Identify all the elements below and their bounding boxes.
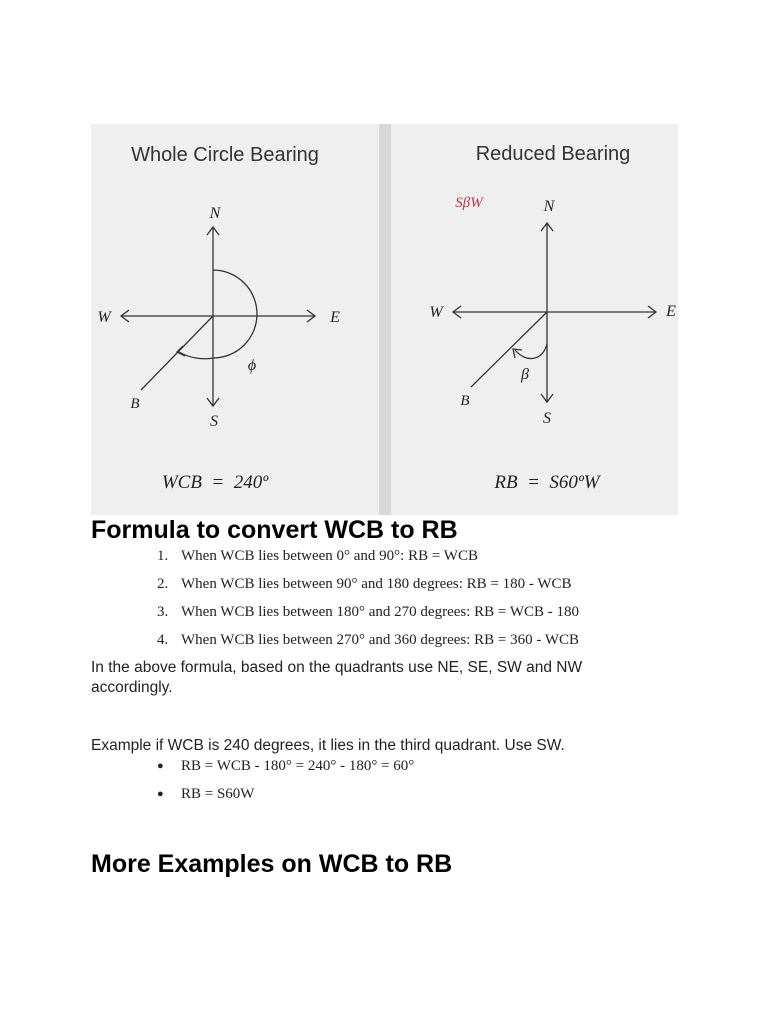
wcb-equation: WCB = 240º <box>161 472 269 493</box>
bearing-diagram <box>91 124 678 515</box>
list-item <box>157 630 579 658</box>
list-text: When WCB lies between 270° and 360 degrees: RB = 360 - WCB <box>181 632 580 648</box>
bullet-icon: ● <box>157 760 164 772</box>
wcb-label-e: E <box>330 309 340 326</box>
quadrants-paragraph: In the above formula, based on the quadrants use NE, SE, SW and NW accordingly. <box>91 659 583 696</box>
panel-divider <box>379 124 391 515</box>
list-number: 2. <box>157 576 169 592</box>
wcb-title: Whole Circle Bearing <box>131 144 319 166</box>
example-paragraph: Example if WCB is 240 degrees, it lies in the third quadrant. Use SW. <box>91 737 565 754</box>
rb-equation: RB = S60ºW <box>494 472 600 493</box>
rb-title: Reduced Bearing <box>475 143 631 165</box>
list-item <box>157 546 579 574</box>
list-text: RB = S60W <box>181 786 255 802</box>
list-item <box>157 602 579 630</box>
more-examples-heading: More Examples on WCB to RB <box>91 850 453 878</box>
rb-label-n: N <box>543 198 555 215</box>
rb-quadrant-note: SβW <box>455 195 483 211</box>
list-text: When WCB lies between 0° and 90°: RB = WCB <box>181 548 478 564</box>
list-text: When WCB lies between 180° and 270 degrees: RB = WCB - 180 <box>181 604 580 620</box>
example-list <box>157 756 414 812</box>
rb-label-w: W <box>429 304 443 321</box>
list-item <box>157 784 414 812</box>
list-item <box>157 756 414 784</box>
formula-heading: Formula to convert WCB to RB <box>91 516 458 544</box>
list-text: When WCB lies between 90° and 180 degrees: RB = 180 - WCB <box>181 576 572 592</box>
list-number: 3. <box>157 604 169 620</box>
wcb-angle-label: ϕ <box>247 357 257 374</box>
list-number: 4. <box>157 632 169 648</box>
rb-label-s: S <box>543 410 551 427</box>
formula-list <box>157 546 579 658</box>
wcb-label-n: N <box>209 205 221 222</box>
wcb-label-w: W <box>97 309 111 326</box>
list-text: RB = WCB - 180° = 240° - 180° = 60° <box>181 758 415 774</box>
list-item <box>157 574 579 602</box>
rb-label-b: B <box>460 393 470 409</box>
list-number: 1. <box>157 548 169 564</box>
bullet-icon: ● <box>157 788 164 800</box>
rb-label-e: E <box>666 303 676 320</box>
wcb-label-b: B <box>130 396 140 412</box>
rb-angle-label: β <box>521 366 529 383</box>
wcb-label-s: S <box>210 413 218 430</box>
